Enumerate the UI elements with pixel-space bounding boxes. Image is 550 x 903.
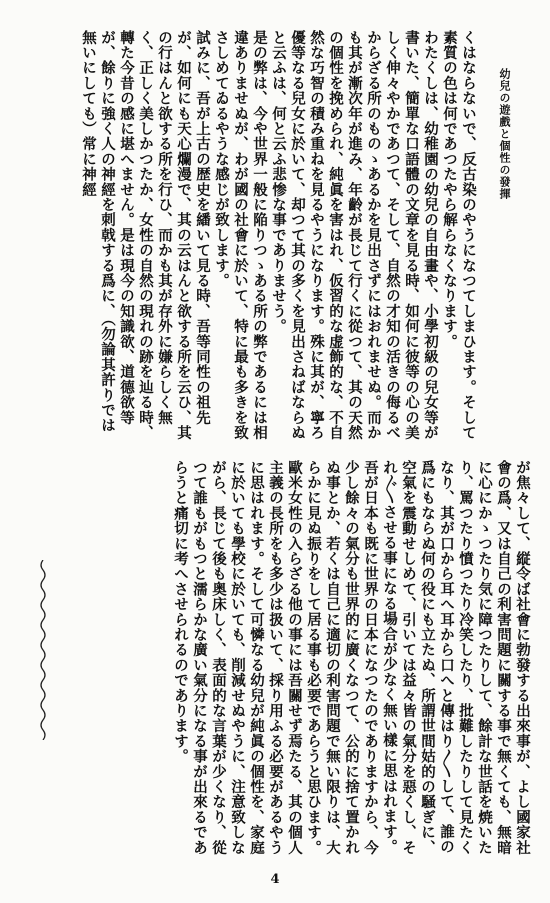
lower-text-block: が焦々して、縦令ば社會に勃發する出來事が、よし國家社會の爲、又は自己の利害問題に關する事で無くても、無暗に心にかゝつたり気に障つたりして、餘計な世話を焼いたり、罵つたり憤つたり冷笑したり、批難したりして見たくなり、其が口から耳へ耳から口へと傳はり〳〵して、誰の爲にもならぬ何の役にも立たぬ、所謂世間姑的の騒ぎに、空氣を震動せしめて、引いては益々皆の氣分を惡くし、それ〴〵させる事になる場合が少なく無い樣に思はれます。 吾が日本も既に世界の日本になつたのでありますから、今少し餘々の氣分も世界的に廣くなつて、公的に捨て置かれぬ事とか、若くは自己に適切の利害問題で無い限りは、大らかに見ぬ振りをして居る事も必要であらうと思ひます。 歐米女性の入らざる他の事には吾關せず焉たる、其の個人主義の長所をも多少は扱いて、採り用ふる必要があるやうに思はれます。そして可憐なる幼兒が純眞の個性を、家庭に於いても學校に於いても、削減せぬやうに、注意致しながら、長じて後も奥床しく、表面的な言葉が少くなり、從つて誰もがもつと濡らかな廣い氣分になる事が出來るであらうと痛切に考へさせられるのであります。 xyxy=(172,460,531,856)
running-header: 幼兒の遊戲と個性の發揮 xyxy=(498,68,511,200)
upper-text-block: くはならないで、反古染のやうになつてしまひます。そして素質の色は何であつたやら解らなくなります。 わたくしは、幼稚園の幼兒の自由畫や、小學初級の兒女等が書いた、簡單な口語體の文章を見る時、如何に彼等の心の美しく伸々やかであつて、そして、自然の才知の活きの侮るべからざる所のものゝあるかを見出さずにはおれませぬ。而かも其が漸次年が進み、年齡が長じて行くに從つて、其の天然の個性を挽められ、純眞を害はれ、仮習的な虚飾的な、不自然な巧智の積み重ねを見るやうになります。殊に其が、寧ろ優等なる兒女に於いて、却つて其の多くを見出さねばならぬと云ふは、何と云ふ悲惨な事でありませう。 是の弊は、今や世界一般に陥りつゝある所の弊であるには相違ありませぬが、わが國の社會に於いて、特に最も多きを致さしめてゐるやうな感じが致します。 試みに、吾が上古の歴史を繙いて見る時、吾等同性の祖先が、如何にも天心爛漫で、其の云はんと欲する所を云ひ、其の行はんと欲する所を行ひ、而かも其が存外に嫌らしく無く、正しく美しかつたか、女性の自然の現れの跡を辿る時、轉た今昔の感に堪へません。是は現今の知識欲、道德欲等が、餘りに強く人の神經を刺戟する爲に、（勿論其許りでは無いにしても）常に神經 xyxy=(80,30,477,441)
page-number: 4 xyxy=(270,872,280,887)
wavy-divider xyxy=(38,560,48,740)
